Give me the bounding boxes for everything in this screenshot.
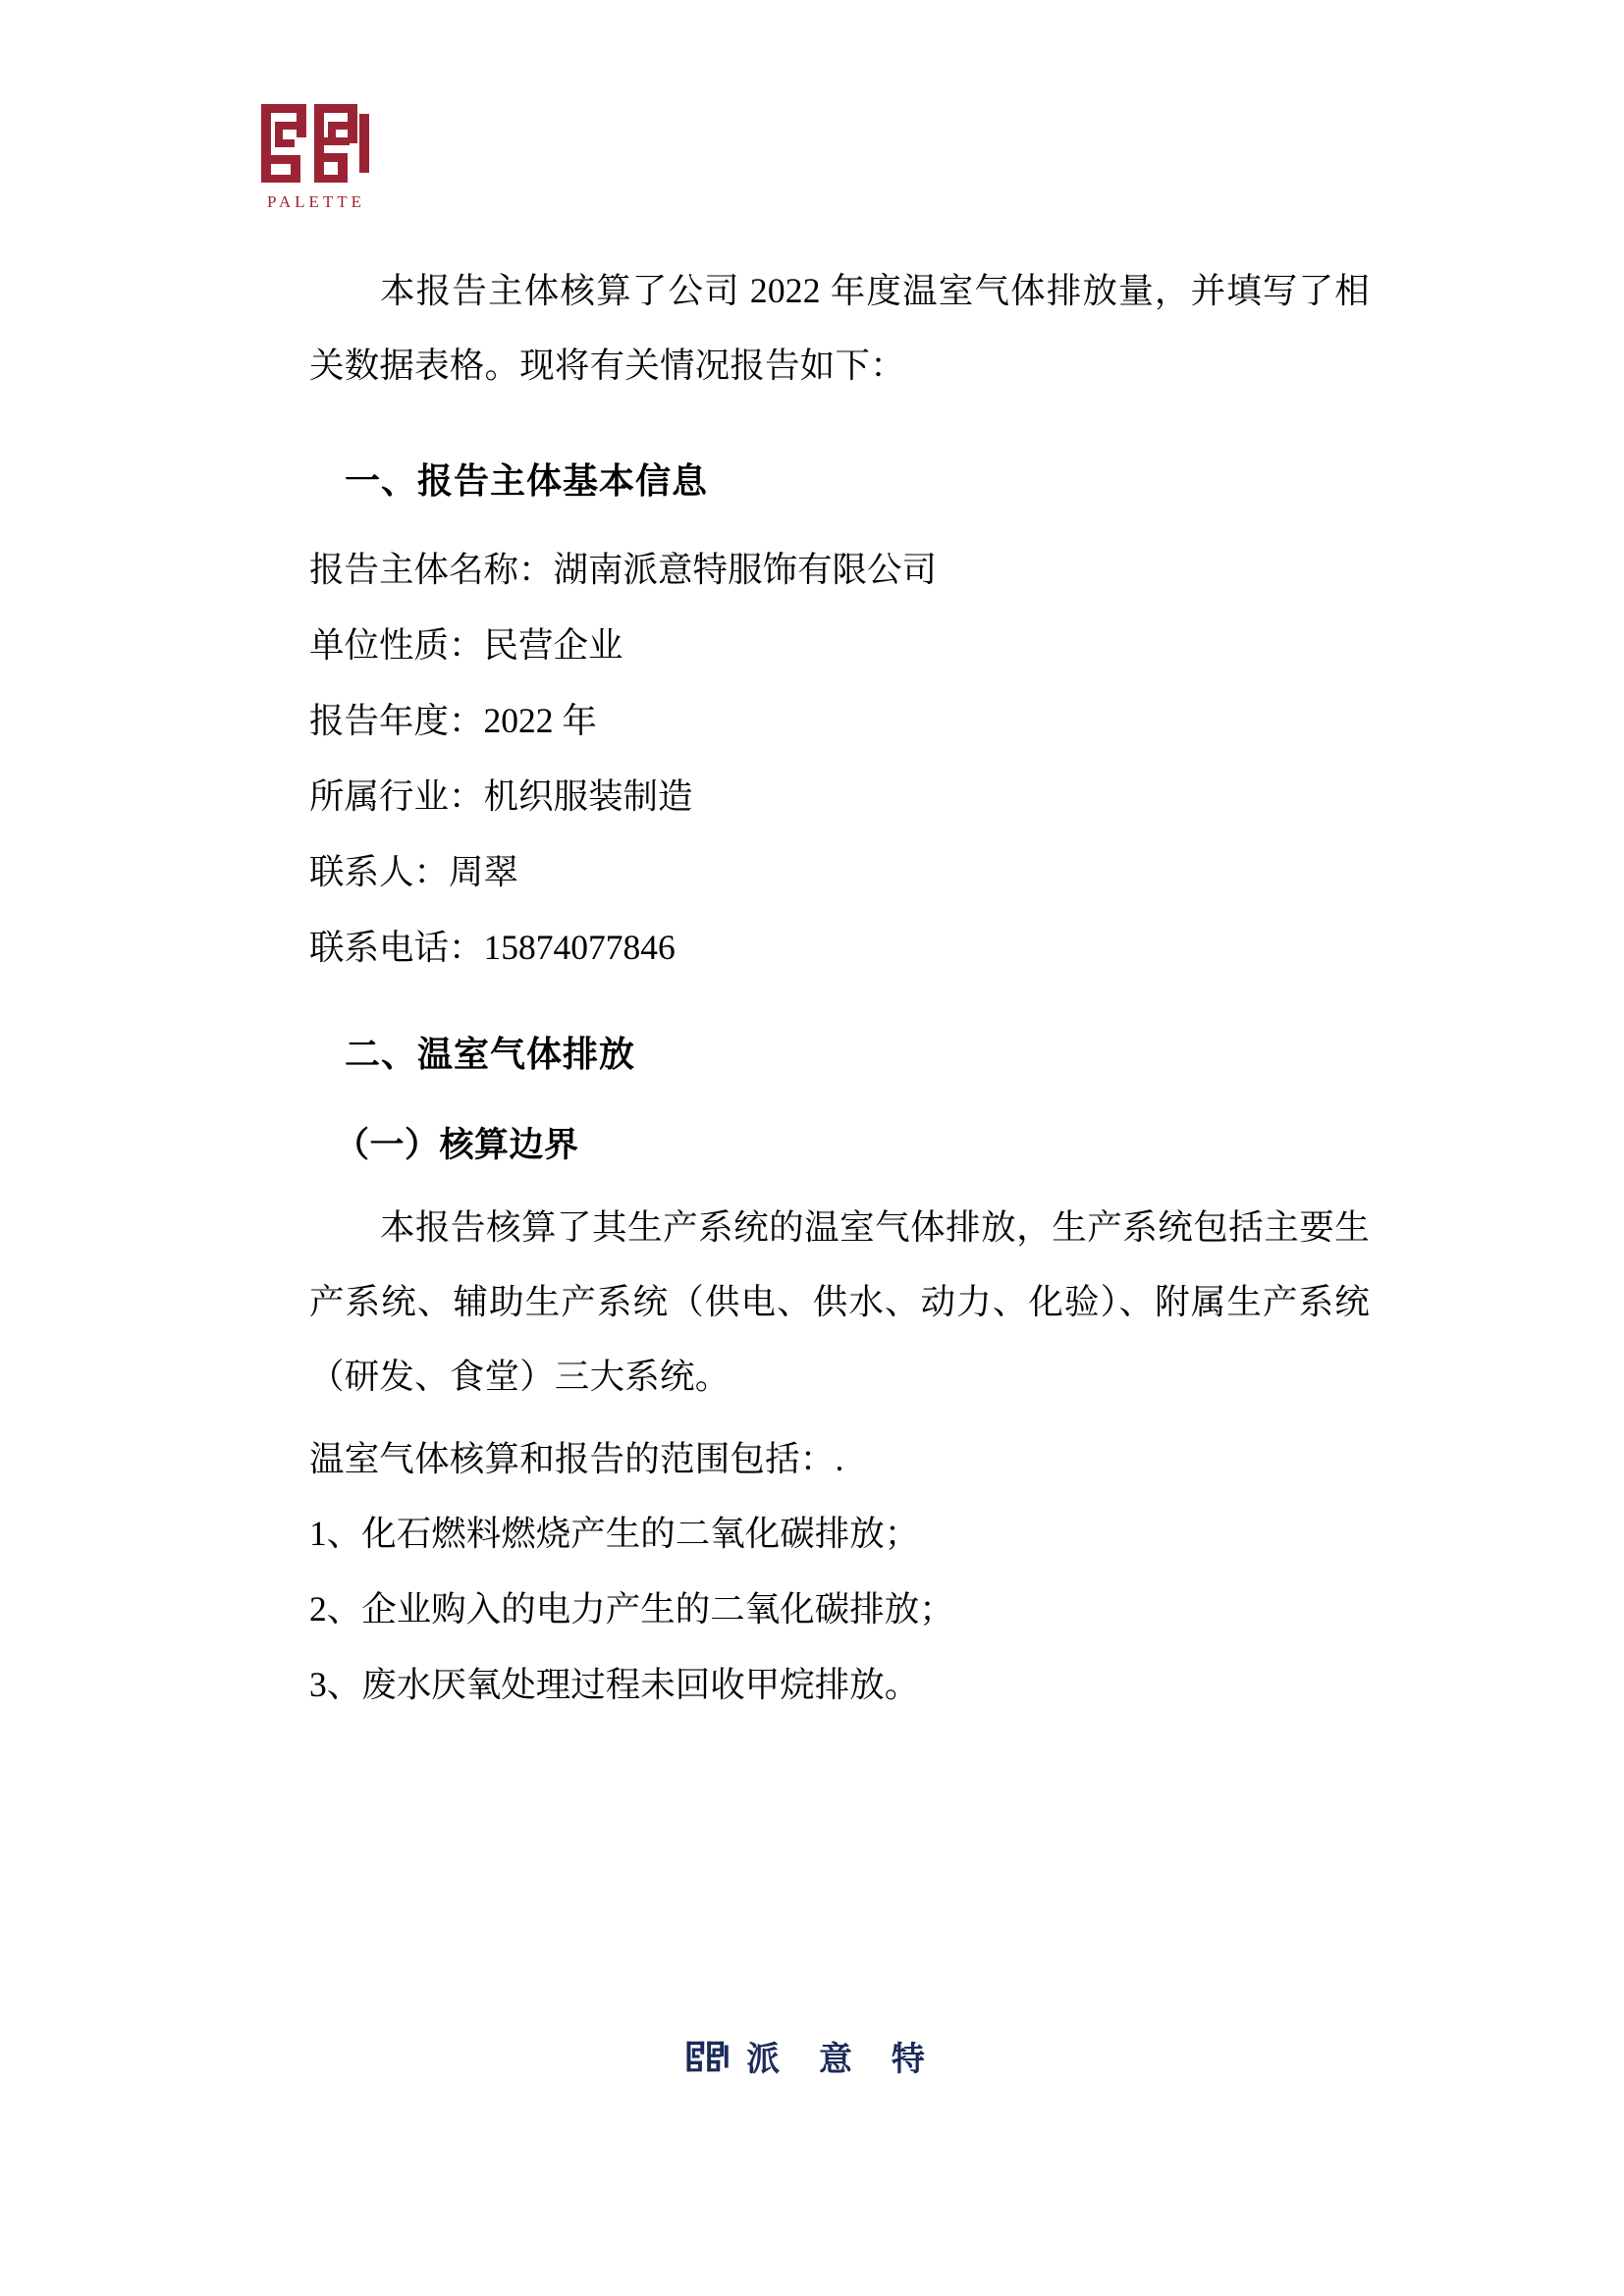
scope-item-2: 2、企业购入的电力产生的二氧化碳排放； (309, 1589, 954, 1629)
info-report-year: 报告年度：2022 年 (309, 701, 597, 740)
intro-paragraph: 本报告主体核算了公司 2022 年度温室气体排放量，并填写了相关数据表格。现将有关情况报告如下： (309, 271, 1370, 385)
document-content (309, 253, 1370, 1723)
logo-wordmark: PALETTE (266, 192, 366, 211)
info-entity-name: 报告主体名称：湖南派意特服饰有限公司 (309, 550, 938, 589)
page-footer (0, 2032, 1624, 2080)
scope-item-3: 3、废水厌氧处理过程未回收甲烷排放。 (309, 1665, 920, 1704)
info-contact-person: 联系人：周翠 (309, 852, 519, 891)
section-heading-2: 二、温室气体排放 (345, 1035, 636, 1075)
palette-seal-logo-small-icon (685, 2034, 731, 2079)
company-logo (257, 98, 400, 221)
footer-brand-text: 派 意 特 (746, 2040, 939, 2079)
info-entity-type: 单位性质：民营企业 (309, 625, 623, 665)
palette-seal-logo-icon (257, 98, 375, 188)
boundary-paragraph-1: 本报告核算了其生产系统的温室气体排放，生产系统包括主要生产系统、辅助生产系统（供电、供水、动力、化验）、附属生产系统（研发、食堂）三大系统。 (309, 1207, 1370, 1396)
info-contact-phone: 联系电话：15874077846 (309, 928, 676, 967)
boundary-paragraph-2: 温室气体核算和报告的范围包括：. (309, 1439, 844, 1478)
section-heading-1: 一、报告主体基本信息 (345, 461, 709, 502)
scope-item-1: 1、化石燃料燃烧产生的二氧化碳排放； (309, 1514, 920, 1553)
subsection-heading-boundary: （一）核算边界 (335, 1126, 579, 1165)
info-industry: 所属行业：机织服装制造 (309, 776, 693, 816)
